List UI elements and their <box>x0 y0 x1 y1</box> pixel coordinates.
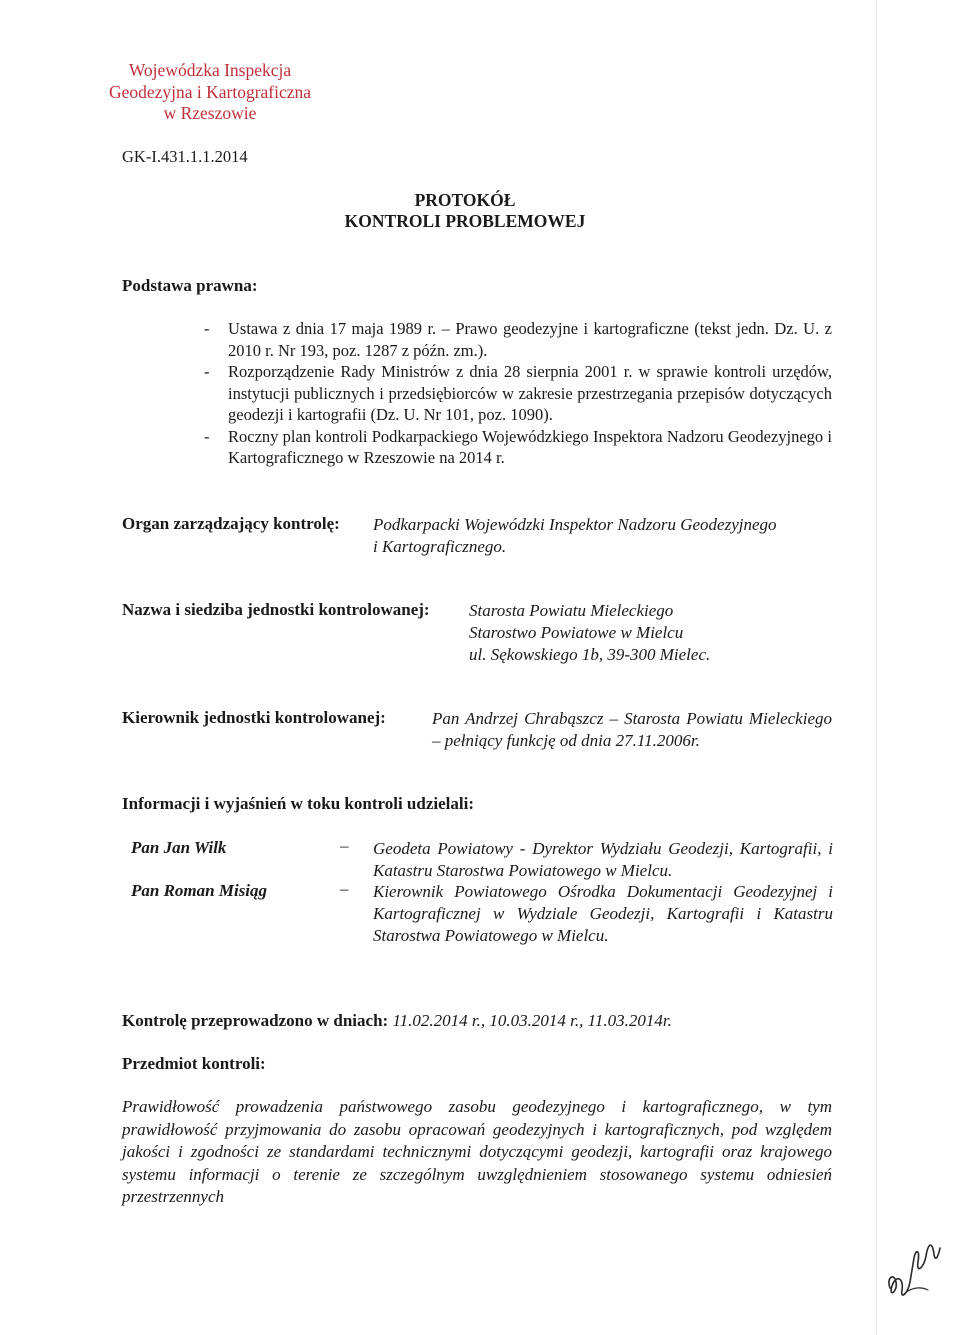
controlled-unit-line-3: ul. Sękowskiego 1b, 39-300 Mielec. <box>469 645 711 664</box>
controlled-unit-label: Nazwa i siedziba jednostki kontrolowanej: <box>122 600 430 619</box>
subject-label: Przedmiot kontroli: <box>122 1054 266 1073</box>
controlled-unit-value <box>469 600 710 666</box>
managing-authority-line-1: Podkarpacki Wojewódzki Inspektor Nadzoru Geodezyjnego <box>373 515 777 534</box>
legal-basis-label: Podstawa prawna: <box>122 276 258 295</box>
managing-authority-label: Organ zarządzający kontrolę: <box>122 514 340 533</box>
controlled-unit-line-1: Starosta Powiatu Mieleckiego <box>469 601 674 620</box>
document-title-line-1: PROTOKÓŁ <box>414 190 516 210</box>
institution-header <box>80 60 340 125</box>
control-dates-value: 11.02.2014 r., 10.03.2014 r., 11.03.2014r. <box>392 1011 672 1030</box>
informant-role: Geodeta Powiatowy - Dyrektor Wydziału Geodezji, Kartografii, i Katastru Starostwa Powiatowego w Mielcu. <box>373 839 833 880</box>
informant-role: Kierownik Powiatowego Ośrodka Dokumentacji Geodezyjnej i Kartograficznej w Wydziale Geodezji, Kartografii i Katastru Starostwa Powiatowego w Mielcu. <box>373 882 833 945</box>
managing-authority-line-2: i Kartograficznego. <box>373 537 507 556</box>
legal-basis-item: - Roczny plan kontroli Podkarpackiego Wojewódzkiego Inspektora Nadzoru Geodezyjnego i Kartograficznego w Rzeszowie na 2014 r. <box>204 426 832 469</box>
unit-head-label: Kierownik jednostki kontrolowanej: <box>122 708 386 727</box>
institution-header-line-1: Wojewódzka Inspekcja <box>128 60 292 80</box>
legal-basis-item: - Ustawa z dnia 17 maja 1989 r. – Prawo geodezyjne i kartograficzne (tekst jedn. Dz. U. z 2010 r. Nr 193, poz. 1287 z późn. zm.). <box>204 318 832 361</box>
initials-signature <box>880 1228 950 1308</box>
informant-name: Pan Jan Wilk <box>131 838 227 857</box>
informant-dash: – <box>340 836 349 855</box>
control-dates-label: Kontrolę przeprowadzono w dniach: <box>122 1011 389 1030</box>
reference-number: GK-I.431.1.1.2014 <box>122 147 248 166</box>
unit-head-value: Pan Andrzej Chrabąszcz – Starosta Powiatu Mieleckiego – pełniący funkcję od dnia 27.11.2006r. <box>432 709 832 750</box>
document-title-line-2: KONTROLI PROBLEMOWEJ <box>344 211 586 231</box>
informant-name: Pan Roman Misiąg <box>131 881 268 900</box>
document-title <box>300 190 630 232</box>
page-edge-line <box>876 0 877 1335</box>
informants-label: Informacji i wyjaśnień w toku kontroli udzielali: <box>122 794 474 813</box>
subject-text: Prawidłowość prowadzenia państwowego zasobu geodezyjnego i kartograficznego, w tym prawidłowość przyjmowania do zasobu opracowań geodezyjnych i kartograficznych, pod względem jakości i zgodności ze standardami technicznymi dotyczącymi geodezji, kartografii oraz krajowego systemu informacji o terenie ze szczególnym uwzględnieniem stosowanego systemu odniesień przestrzennych <box>122 1097 832 1206</box>
institution-header-line-3: w Rzeszowie <box>163 103 257 123</box>
managing-authority-value <box>373 514 777 558</box>
institution-header-line-2: Geodezyjna i Kartograficzna <box>108 81 312 102</box>
controlled-unit-line-2: Starostwo Powiatowe w Mielcu <box>469 623 684 642</box>
legal-basis-item: - Rozporządzenie Rady Ministrów z dnia 28 sierpnia 2001 r. w sprawie kontroli urzędów, instytucji publicznych i przedsiębiorców w zakresie przestrzegania przepisów dotyczących geodezji i kartografii (Dz. U. Nr 101, poz. 1090). <box>204 361 832 426</box>
legal-basis-list <box>204 318 832 469</box>
control-dates <box>122 1011 672 1031</box>
informant-dash: – <box>340 879 349 898</box>
